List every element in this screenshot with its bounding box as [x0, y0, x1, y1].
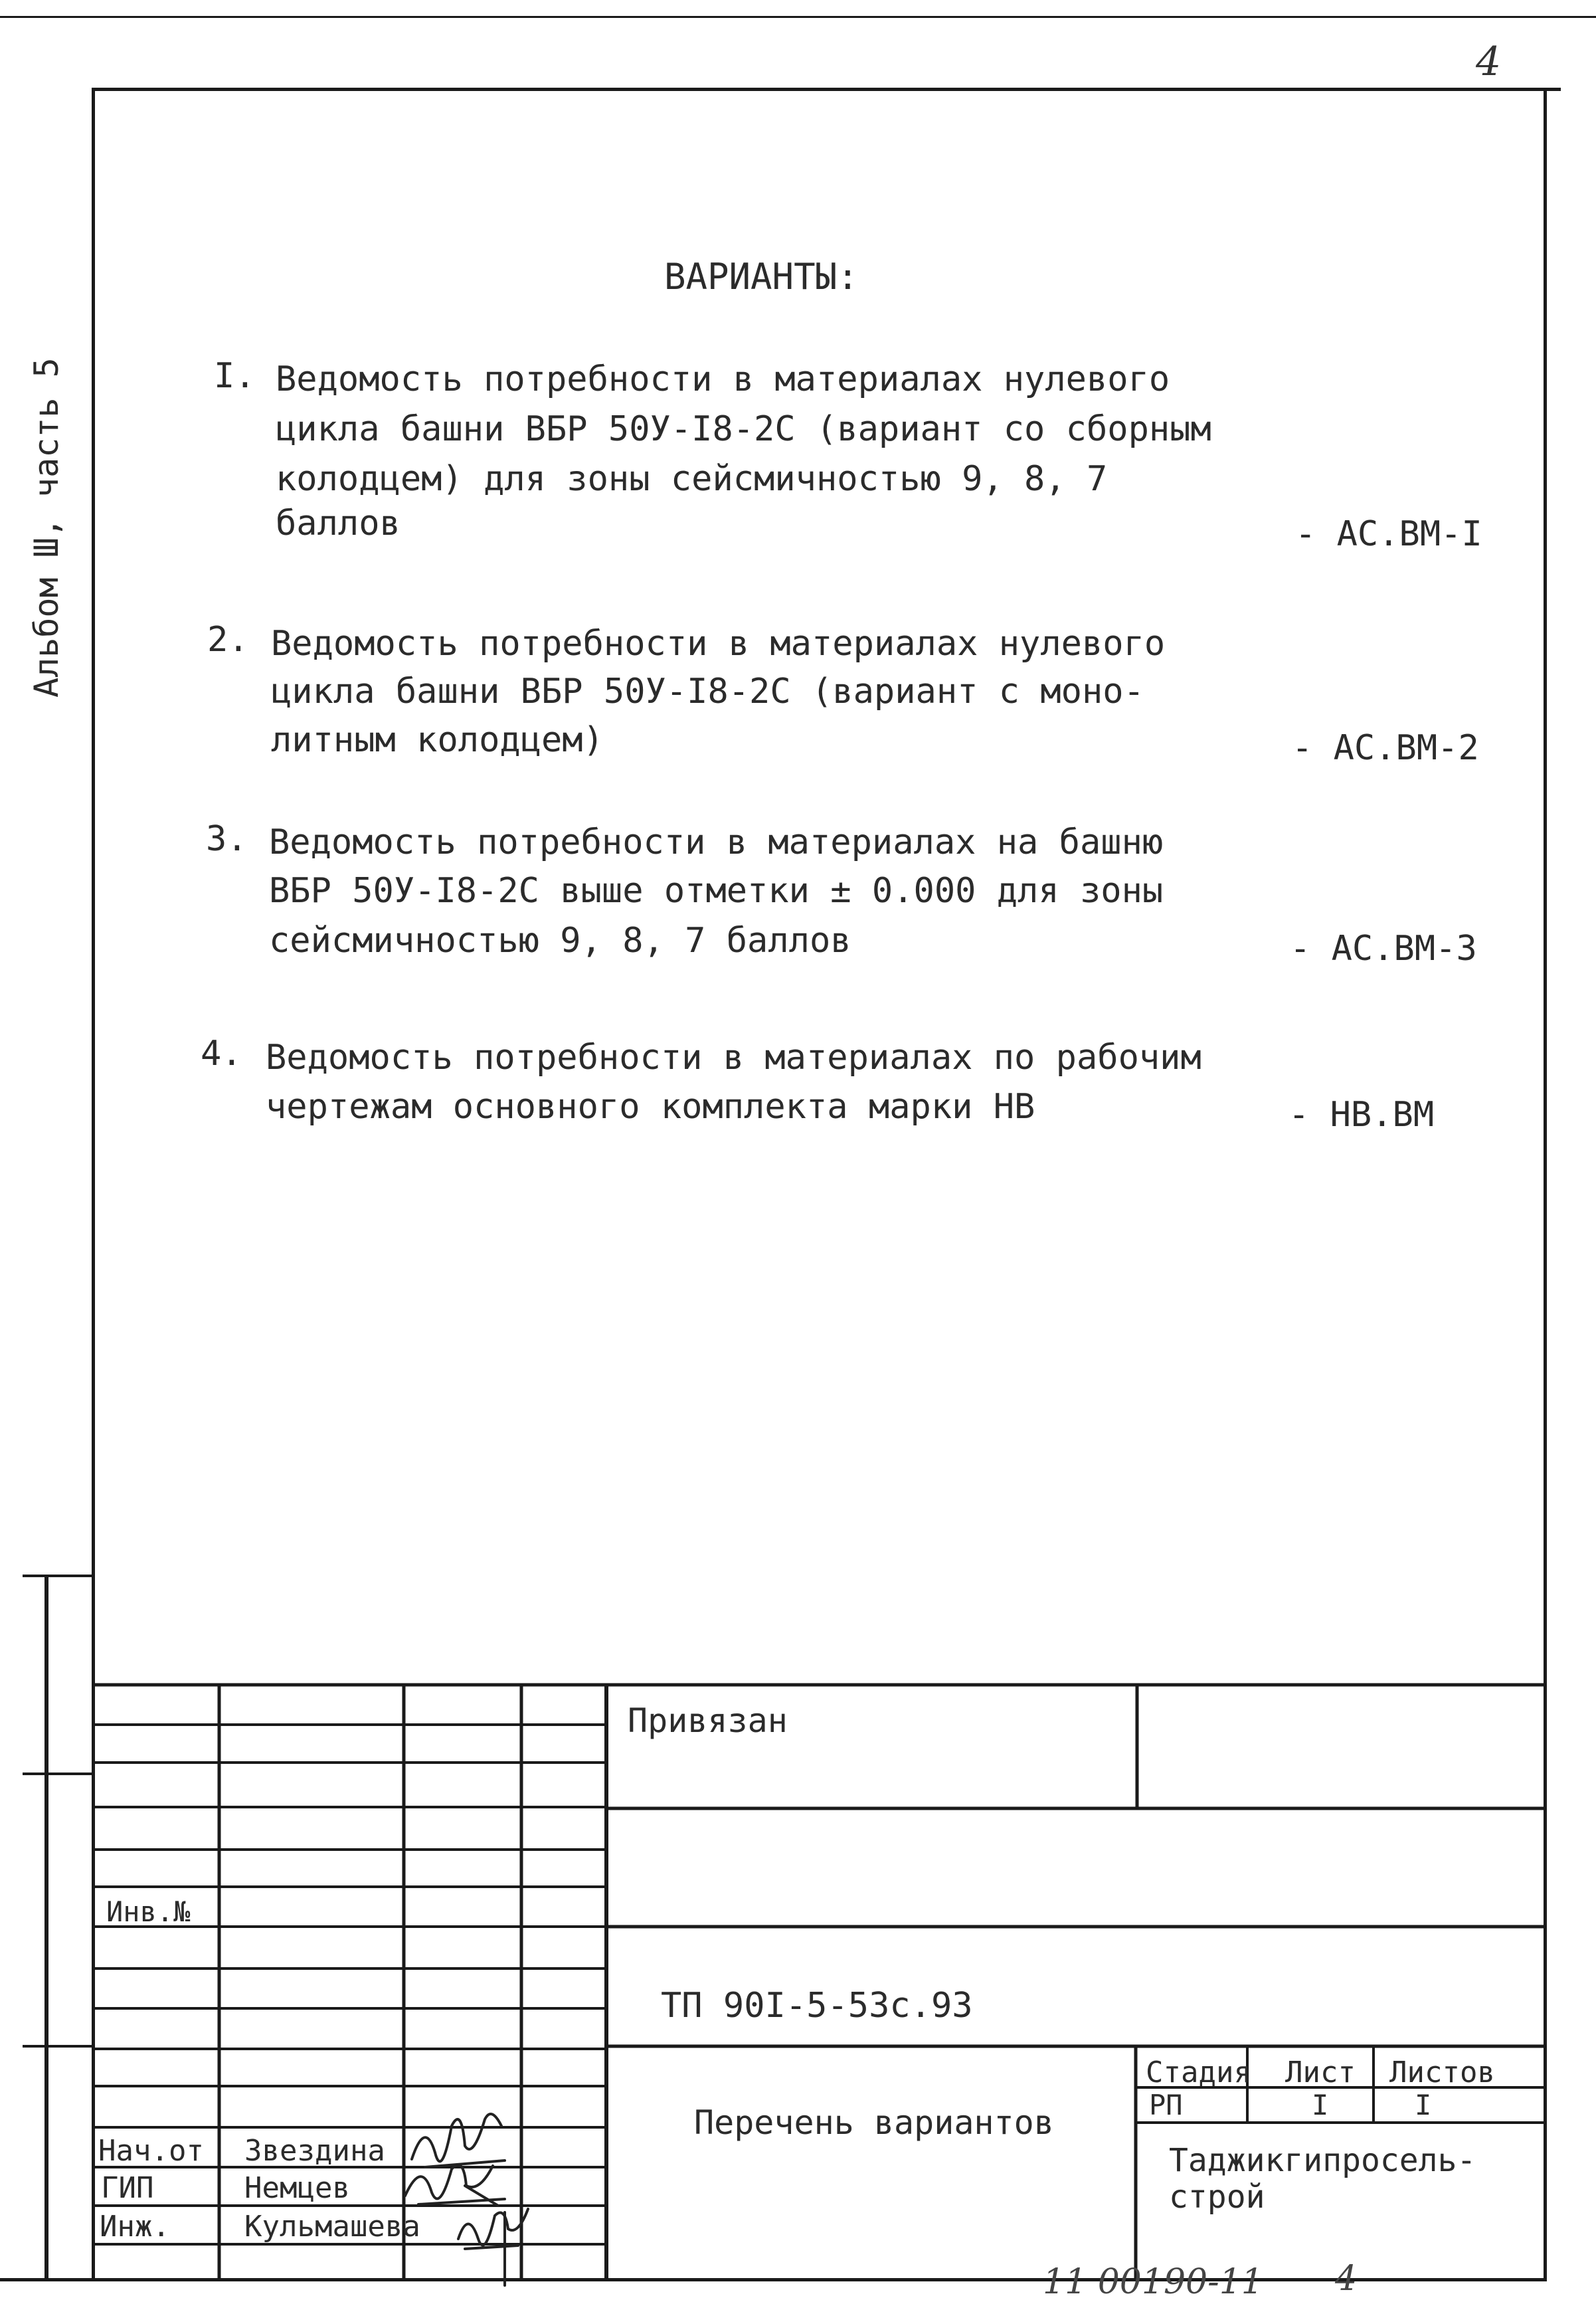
- item-line: Ведомость потребности в материалах на башню: [269, 822, 1164, 862]
- item-code: - АС.ВМ-3: [1290, 929, 1477, 969]
- document-title: Перечень вариантов: [694, 2103, 1054, 2142]
- organization-line-2: строй: [1169, 2178, 1265, 2216]
- sheet-header: Лист: [1285, 2056, 1356, 2089]
- item-line: Ведомость потребности в материалах нулевого: [276, 359, 1170, 399]
- item-line: цикла башни ВБР 50У-I8-2С (вариант с моно-: [271, 672, 1144, 712]
- document-code: ТП 90I-5-53с.93: [661, 1986, 973, 2026]
- item-number: 3.: [206, 819, 248, 859]
- sheets-header: Листов: [1389, 2056, 1495, 2089]
- signature-3: [458, 2209, 528, 2285]
- item-number: 4.: [201, 1034, 242, 1074]
- sheets-value: I: [1415, 2089, 1432, 2121]
- signatory-name: Звездина: [244, 2134, 385, 2168]
- item-number: 2.: [207, 620, 249, 660]
- item-code: - НВ.ВМ: [1288, 1095, 1435, 1135]
- item-line: баллов: [276, 504, 400, 543]
- stage-header: Стадия: [1146, 2056, 1251, 2089]
- item-code: - АС.ВМ-I: [1295, 514, 1482, 554]
- page-number: 4: [1476, 39, 1502, 85]
- bottom-handwritten-code: 11 00190-11: [1043, 2262, 1263, 2302]
- item-line: литным колодцем): [271, 720, 604, 760]
- page-title: ВАРИАНТЫ:: [664, 256, 859, 298]
- role-label: Нач.от: [98, 2134, 204, 2168]
- stage-value: РП: [1149, 2089, 1183, 2121]
- item-line: колодцем) для зоны сейсмичностью 9, 8, 7: [276, 459, 1108, 499]
- signatory-name: Немцев: [244, 2171, 350, 2205]
- item-line: ВБР 50У-I8-2С выше отметки ± 0.000 для зоны: [269, 871, 1164, 911]
- signature-2: [405, 2165, 505, 2206]
- bottom-handwritten-number: 4: [1335, 2259, 1358, 2299]
- side-label: Альбом Ш, часть 5: [27, 357, 66, 698]
- inv-number-label: Инв.№: [106, 1895, 191, 1928]
- privyazan-label: Привязан: [628, 1701, 788, 1740]
- item-line: цикла башни ВБР 50У-I8-2С (вариант со сборным: [276, 409, 1211, 449]
- organization-line-1: Таджикгипросель-: [1169, 2142, 1476, 2179]
- sheet-value: I: [1312, 2089, 1329, 2121]
- item-line: чертежам основного комплекта марки НВ: [266, 1087, 1035, 1127]
- item-code: - АС.ВМ-2: [1292, 728, 1479, 768]
- role-label: ГИП: [101, 2171, 154, 2205]
- item-number: I.: [214, 356, 256, 396]
- signatory-name: Кульмашева: [244, 2210, 420, 2244]
- item-line: сейсмичностью 9, 8, 7 баллов: [269, 921, 851, 961]
- item-line: Ведомость потребности в материалах по рабочим: [266, 1038, 1201, 1078]
- item-line: Ведомость потребности в материалах нулевого: [271, 624, 1166, 664]
- role-label: Инж.: [100, 2210, 170, 2244]
- signature-1: [412, 2114, 505, 2167]
